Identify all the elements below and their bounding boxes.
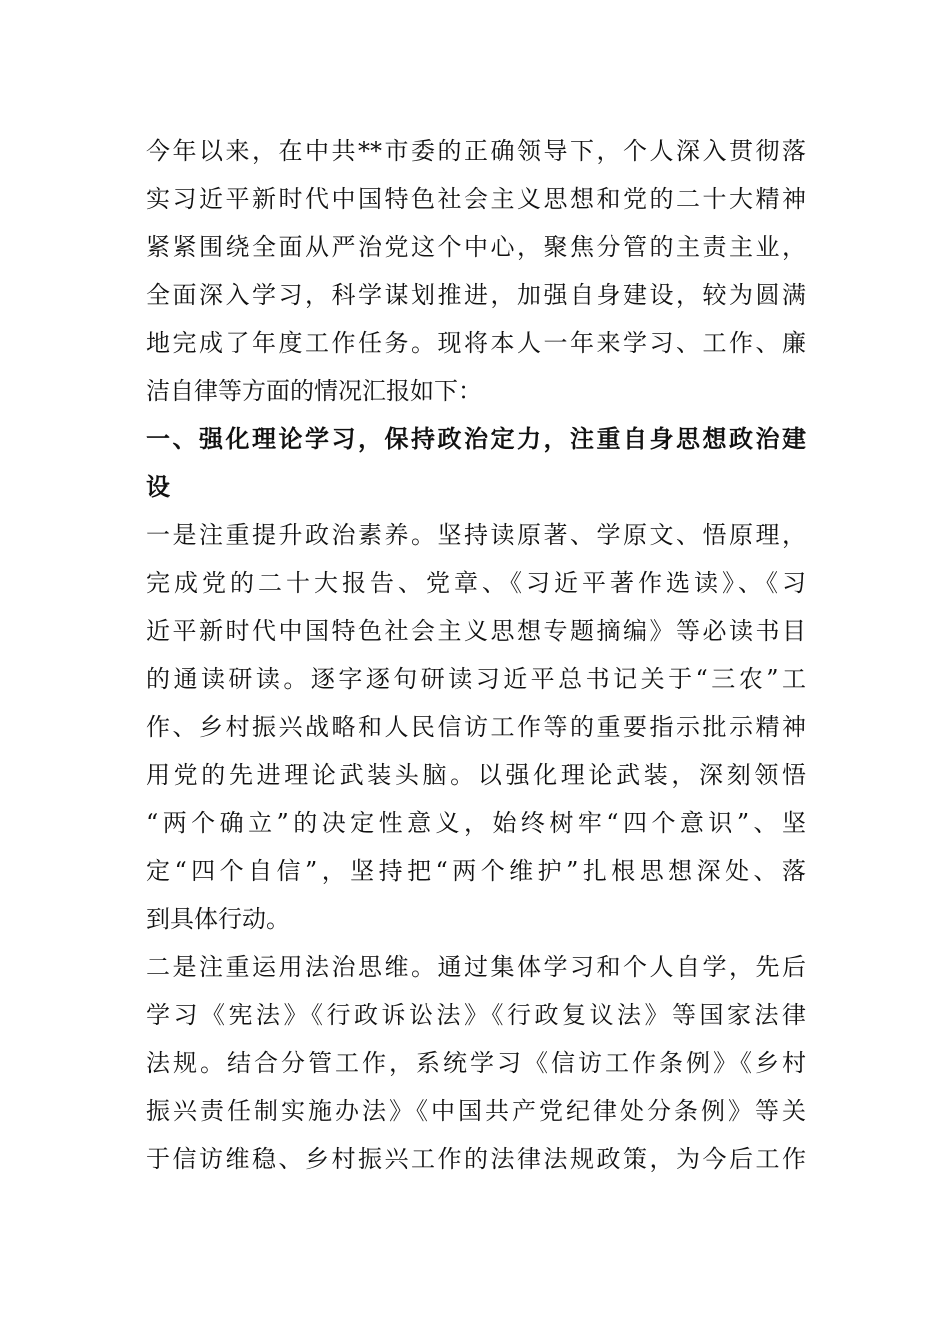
text-line: 紧紧围绕全面从严治党这个中心，聚焦分管的主责主业， — [146, 233, 806, 261]
text-line: 振兴责任制实施办法》《中国共产党纪律处分条例》等关 — [146, 1097, 806, 1125]
text-line: 今年以来，在中共**市委的正确领导下，个人深入贯彻落 — [146, 137, 806, 165]
text-line: 的通读研读。逐字逐句研读习近平总书记关于“三农”工 — [146, 665, 806, 693]
intro-paragraph — [146, 127, 806, 415]
text-line: 全面深入学习，科学谋划推进，加强自身建设，较为圆满 — [146, 281, 806, 309]
text-line: “两个确立”的决定性意义，始终树牢“四个意识”、坚 — [146, 809, 806, 837]
text-line: 到具体行动。 — [146, 905, 290, 933]
text-line: 一是注重提升政治素养。坚持读原著、学原文、悟原理， — [146, 521, 806, 549]
text-line: 用党的先进理论武装头脑。以强化理论武装，深刻领悟 — [146, 761, 806, 789]
paragraph-political-literacy — [146, 511, 806, 943]
text-line: 法规。结合分管工作，系统学习《信访工作条例》《乡村 — [146, 1049, 806, 1077]
text-line: 二是注重运用法治思维。通过集体学习和个人自学，先后 — [146, 953, 806, 981]
text-line: 作、乡村振兴战略和人民信访工作等的重要指示批示精神 — [146, 713, 806, 741]
text-line: 完成党的二十大报告、党章、《习近平著作选读》、《习 — [146, 569, 806, 597]
heading-line: 一、强化理论学习，保持政治定力，注重自身思想政治建 — [146, 425, 806, 453]
text-line: 定“四个自信”，坚持把“两个维护”扎根思想深处、落 — [146, 857, 806, 885]
text-line: 学习《宪法》《行政诉讼法》《行政复议法》等国家法律 — [146, 1001, 806, 1029]
text-line: 近平新时代中国特色社会主义思想专题摘编》等必读书目 — [146, 617, 806, 645]
text-line: 实习近平新时代中国特色社会主义思想和党的二十大精神 — [146, 185, 806, 213]
heading-line: 设 — [146, 473, 170, 501]
paragraph-rule-of-law — [146, 943, 806, 1183]
document-page — [146, 127, 806, 1183]
text-line: 洁自律等方面的情况汇报如下： — [146, 377, 482, 405]
section-heading-1 — [146, 415, 806, 511]
text-line: 地完成了年度工作任务。现将本人一年来学习、工作、廉 — [146, 329, 806, 357]
text-line: 于信访维稳、乡村振兴工作的法律法规政策，为今后工作 — [146, 1145, 806, 1173]
